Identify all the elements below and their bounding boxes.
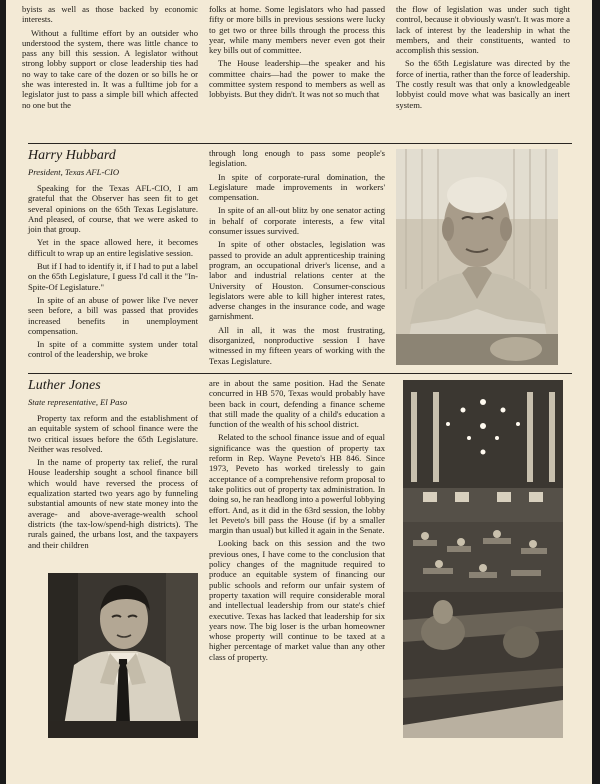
paragraph: All in all, it was the most frustrating, disorganized, nonproductive session I have witnessed in my fifteen years of working with the Texas Legislature. xyxy=(209,324,385,366)
section-divider xyxy=(28,373,572,374)
paragraph: In spite of corporate-rural domination, the Legislature made improvements in workers' compensation. xyxy=(209,171,385,203)
jones-column-2 xyxy=(209,378,385,665)
paragraph: Without a fulltime effort by an outsider who understood the system, there was little chance to pass any bill this session. A legislator without strong lobby support or close leadership ties had no way to take care of the dozen or so bills he or she was interested in. It was a fulltime job for a legislator just to pass a simple bill which affected no one but the xyxy=(22,27,198,110)
author-name: Luther Jones xyxy=(28,378,101,393)
paragraph: folks at home. Some legislators who had passed fifty or more bills in previous sessions were lucky to get two or three bills through the process this year, while many members never even got their key bills out of committee. xyxy=(209,4,385,56)
top-column-3 xyxy=(396,4,570,113)
hubbard-column-2 xyxy=(209,148,385,369)
jones-column-1 xyxy=(28,378,198,553)
paragraph: Property tax reform and the establishment of an equitable system of school finance were the two critical issues before the 65th Legislature. Neither was resolved. xyxy=(28,413,198,454)
paragraph: In spite of an all-out blitz by one senator acting in behalf of corporate interests, a few vital consumer issues survived. xyxy=(209,205,385,237)
paragraph: The House leadership—the speaker and his committee chairs—had the power to make the committee system respond to members as well as lobbyists. But they didn't. It was not so much that xyxy=(209,58,385,100)
paragraph: byists as well as those backed by economic interests. xyxy=(22,4,198,25)
paragraph: through long enough to pass some people's legislation. xyxy=(209,148,385,169)
paragraph: In spite of an abuse of power like I've never seen before, a bill was passed that provides increased benefits in unemployment compensation. xyxy=(28,294,198,336)
paragraph: Looking back on this session and the two previous ones, I have come to the conclusion that policy changes of the magnitude required to produce an equitable system of financing our public schools and reform our unfair system of property taxation will require considerable moral and intellectual leadership from our state's chief executive. Texas has lacked that leadership for six years now. The big loser is the urban homeowner whose property will continue to be taxed at a higher percentage of market value than any other class of property. xyxy=(209,538,385,662)
author-name: Harry Hubbard xyxy=(28,148,116,163)
paragraph: In spite of a committe system under total control of the leadership, we broke xyxy=(28,339,198,360)
paragraph: the flow of legislation was under such tight control, because it obviously wasn't. It was more a lack of interest by the leadership in what the members, and their constituents, wanted to accomplish this session. xyxy=(396,4,570,56)
paragraph: So the 65th Legislature was directed by the force of inertia, rather than the force of leadership. The costly result was that only a knowledgeable lobbyist could move what was basically an inert system. xyxy=(396,58,570,110)
house-chamber-photo xyxy=(403,380,563,738)
paragraph: Yet in the space allowed here, it becomes difficult to wrap up an entire legislative session. xyxy=(28,237,198,258)
section-divider xyxy=(28,143,572,144)
author-role: State representative, El Paso xyxy=(28,397,128,407)
jones-portrait-photo xyxy=(48,573,198,738)
paragraph: In the name of property tax relief, the rural House leadership sought a school finance bill which would have reversed the process of equalization started two years ago by funneling substantial amounts of new state money into the average- and above-average-wealth school districts (the tax-low/spend-high districts). The rurals gained, the urbans lost, and the taxpayers and their children xyxy=(28,457,198,550)
top-column-1 xyxy=(22,4,198,113)
magazine-page xyxy=(6,0,592,784)
hubbard-portrait-photo xyxy=(396,149,558,365)
hubbard-column-1 xyxy=(28,148,198,363)
paragraph: Related to the school finance issue and of equal significance was the question of property tax reform in Rep. Wayne Peveto's HB 846. Since 1973, Peveto has worked tirelessly to gain acceptance of a comprehensive reform proposal to take politics out of property tax administration. In doing so, he ran headlong into a powerful lobbying effort. And, as it did in the 63rd session, the lobby let Peveto's bill pass the House (if by a smaller margin than usual) but killed it again in the Senate. xyxy=(209,432,385,536)
top-column-2 xyxy=(209,4,385,103)
paragraph: In spite of other obstacles, legislation was passed to provide an adult apprenticeship training program, an occupational driver's license, and a labor and industrial relations center at the University of Houston. Consumer-conscious legislators were able to kill higher interest rates, adverse changes in the insurance code, and wage garnishment. xyxy=(209,239,385,322)
paragraph: But if I had to identify it, if I had to put a label on the 65th Legislature, I guess I'd call it the "In-Spite-Of Legislature." xyxy=(28,261,198,292)
paragraph: are in about the same position. Had the Senate concurred in HB 570, Texas would probably have been back in court, defending a finance scheme that still made the quality of a child's education a function of the wealth of his school district. xyxy=(209,378,385,430)
author-role: President, Texas AFL-CIO xyxy=(28,167,120,177)
paragraph: Speaking for the Texas AFL-CIO, I am grateful that the Observer has seen fit to get several opinions on the 65th Texas Legislature. And pleased, of course, that we were asked to join that group. xyxy=(28,183,198,235)
